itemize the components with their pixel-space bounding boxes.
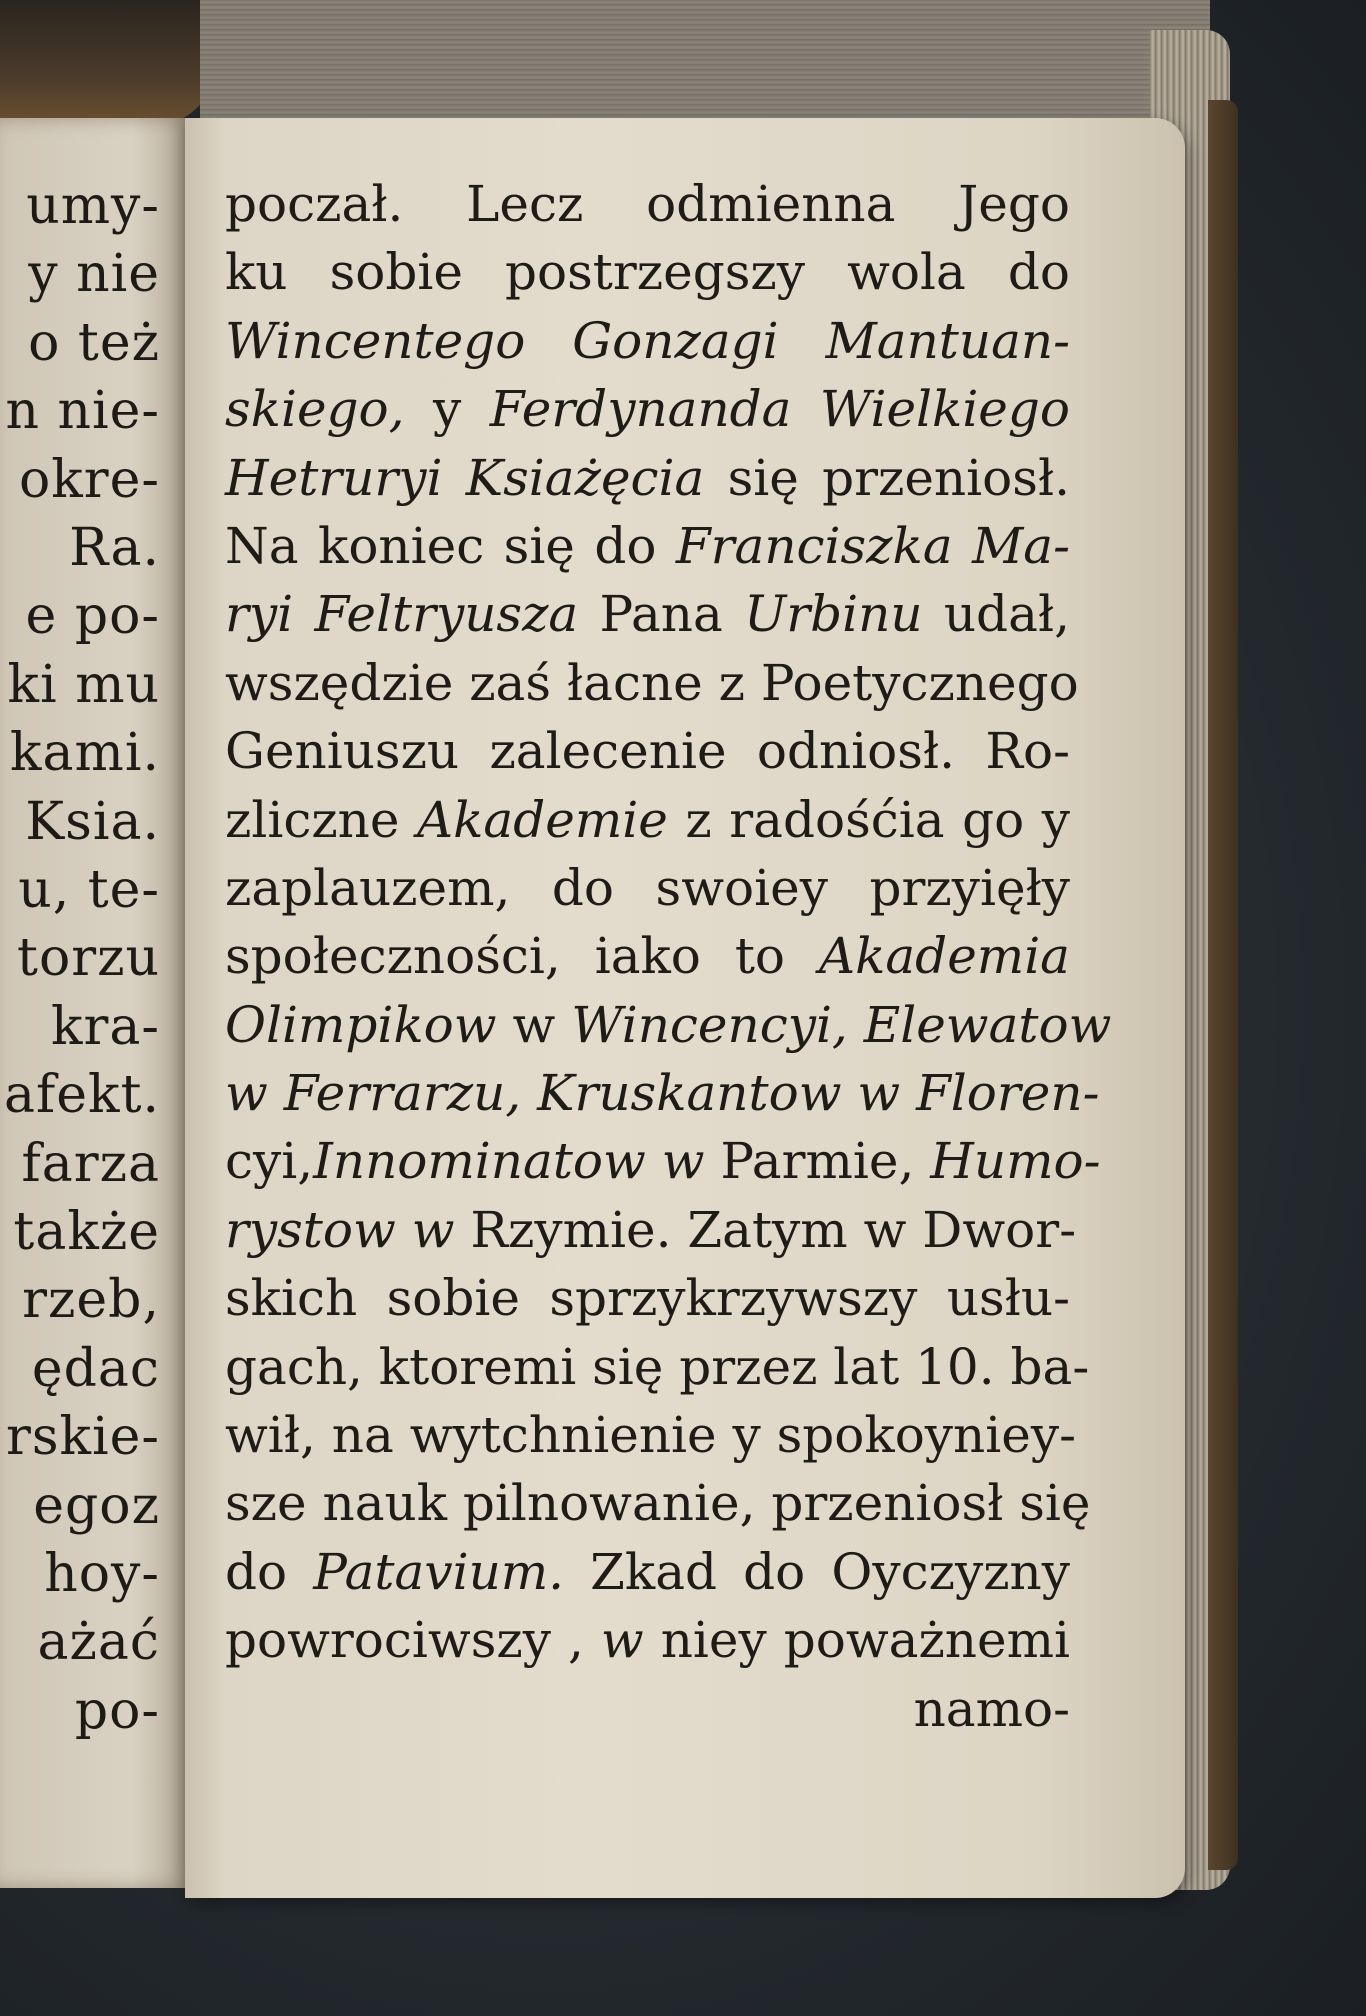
roman-text: Zkad do Oyczyzny	[564, 1542, 1070, 1601]
left-page-line: y nie	[28, 244, 160, 305]
roman-text: Parmie,	[704, 1132, 931, 1191]
roman-text: zaplauzem, do swoiey przyięły	[225, 858, 1070, 917]
italic-text: Innominatow w	[313, 1132, 705, 1191]
italic-text: Wincentego Gonzagi Mantuan-	[225, 311, 1070, 370]
roman-text: niey poważnemi	[643, 1611, 1070, 1670]
text-line	[225, 307, 1070, 375]
left-page-line: rzeb,	[22, 1270, 160, 1331]
italic-text: Akademie	[417, 790, 668, 849]
text-line	[225, 1401, 1076, 1469]
text-line	[225, 170, 1070, 238]
roman-text: namo-	[913, 1679, 1070, 1738]
text-line	[225, 1264, 1070, 1332]
left-page-line: kra-	[51, 996, 160, 1057]
italic-text: w	[600, 1611, 644, 1670]
left-page-line: e po-	[25, 586, 160, 647]
roman-text: z radośćia go y	[667, 790, 1070, 849]
text-line	[225, 444, 1070, 512]
left-page-line: n nie-	[5, 381, 160, 442]
text-line	[225, 1196, 1077, 1264]
italic-text: skiego,	[225, 380, 434, 439]
book-cover-edge	[1208, 100, 1238, 1870]
left-page-line: okre-	[18, 449, 160, 510]
text-line	[225, 238, 1070, 306]
roman-text: Na koniec się do	[225, 516, 676, 575]
italic-text: Ferdynanda Wielkiego	[489, 380, 1071, 439]
italic-text: Humo-	[930, 1132, 1101, 1191]
italic-text: Urbinu	[744, 585, 923, 644]
text-line	[225, 1675, 1070, 1743]
left-page-line: hoy-	[44, 1544, 160, 1604]
roman-text: skich sobie sprzykrzywszy usłu-	[225, 1269, 1070, 1328]
left-page-line: u, te-	[18, 860, 160, 920]
text-line	[225, 580, 1070, 648]
roman-text: społeczności, iako to	[225, 927, 819, 986]
book-spine-top	[0, 0, 215, 125]
left-page-line: farza	[21, 1133, 160, 1194]
text-line	[225, 1333, 1090, 1401]
roman-text: udał,	[922, 585, 1070, 644]
roman-text: sze nauk pilnowanie, przeniosł się	[225, 1474, 1091, 1533]
roman-text: ku sobie postrzegszy wola do	[225, 243, 1070, 302]
text-line	[225, 649, 1079, 717]
italic-text: Patavium.	[313, 1542, 565, 1601]
text-line	[225, 991, 1112, 1059]
left-page-line: Ksia.	[25, 791, 160, 852]
roman-text: poczał. Lecz odmienna Jego	[225, 175, 1070, 233]
roman-text: się przeniosł.	[704, 448, 1070, 507]
roman-text: powrociwszy ,	[225, 1611, 601, 1670]
text-line	[225, 717, 1070, 785]
left-page	[0, 118, 188, 1888]
roman-text: wił, na wytchnienie y spokoyniey-	[225, 1406, 1076, 1465]
italic-text: rystow w	[225, 1200, 455, 1259]
left-page-line: rskie-	[5, 1407, 160, 1468]
roman-text: wszędzie zaś łacne z Poetycznego	[225, 653, 1079, 712]
left-page-line: ażać	[37, 1612, 160, 1673]
left-page-line: kami.	[10, 723, 160, 784]
italic-text: ryi Feltryusza	[225, 585, 579, 644]
roman-text: zliczne	[225, 790, 418, 849]
text-line	[225, 854, 1070, 922]
text-line	[225, 1127, 1101, 1195]
text-line	[225, 922, 1070, 990]
roman-text: cyi,	[225, 1132, 314, 1191]
roman-text: Geniuszu zalecenie odniosł. Ro-	[225, 722, 1070, 781]
page-text	[225, 170, 1112, 1743]
roman-text: gach, ktoremi się przez lat 10. ba-	[225, 1337, 1090, 1396]
italic-text: Wincencyi, Elewatow	[571, 995, 1112, 1054]
text-line	[225, 375, 1070, 443]
left-page-line: afekt.	[4, 1065, 160, 1126]
left-page-line: Ra.	[69, 518, 160, 578]
roman-text: Rzymie. Zatym w Dwor-	[454, 1200, 1077, 1259]
roman-text: w	[496, 995, 572, 1054]
left-page-line: także	[13, 1202, 160, 1262]
text-line	[225, 512, 1070, 580]
roman-text: Pana	[578, 585, 745, 644]
left-page-line: ędac	[31, 1338, 160, 1399]
text-line	[225, 1538, 1070, 1606]
left-page-line: ki mu	[7, 654, 160, 715]
text-line	[225, 786, 1070, 854]
italic-text: w Ferrarzu, Kruskantow w Floren-	[225, 1064, 1100, 1123]
text-line	[225, 1606, 1070, 1674]
text-line	[225, 1469, 1091, 1537]
left-page-line: torzu	[17, 928, 160, 989]
left-page-line: egoz	[33, 1475, 160, 1536]
italic-text: Hetruryi Ksiażęcia	[225, 448, 705, 507]
left-page-line: umy-	[26, 176, 160, 236]
left-page-line: po-	[74, 1680, 160, 1741]
page-edges-top	[200, 0, 1210, 135]
text-line	[225, 1059, 1100, 1127]
roman-text: y	[433, 380, 490, 439]
italic-text: Olimpikow	[225, 995, 497, 1054]
italic-text: Akademia	[818, 927, 1070, 986]
roman-text: do	[225, 1542, 314, 1601]
left-page-line: o też	[28, 312, 160, 373]
italic-text: Franciszka Ma-	[675, 516, 1070, 575]
